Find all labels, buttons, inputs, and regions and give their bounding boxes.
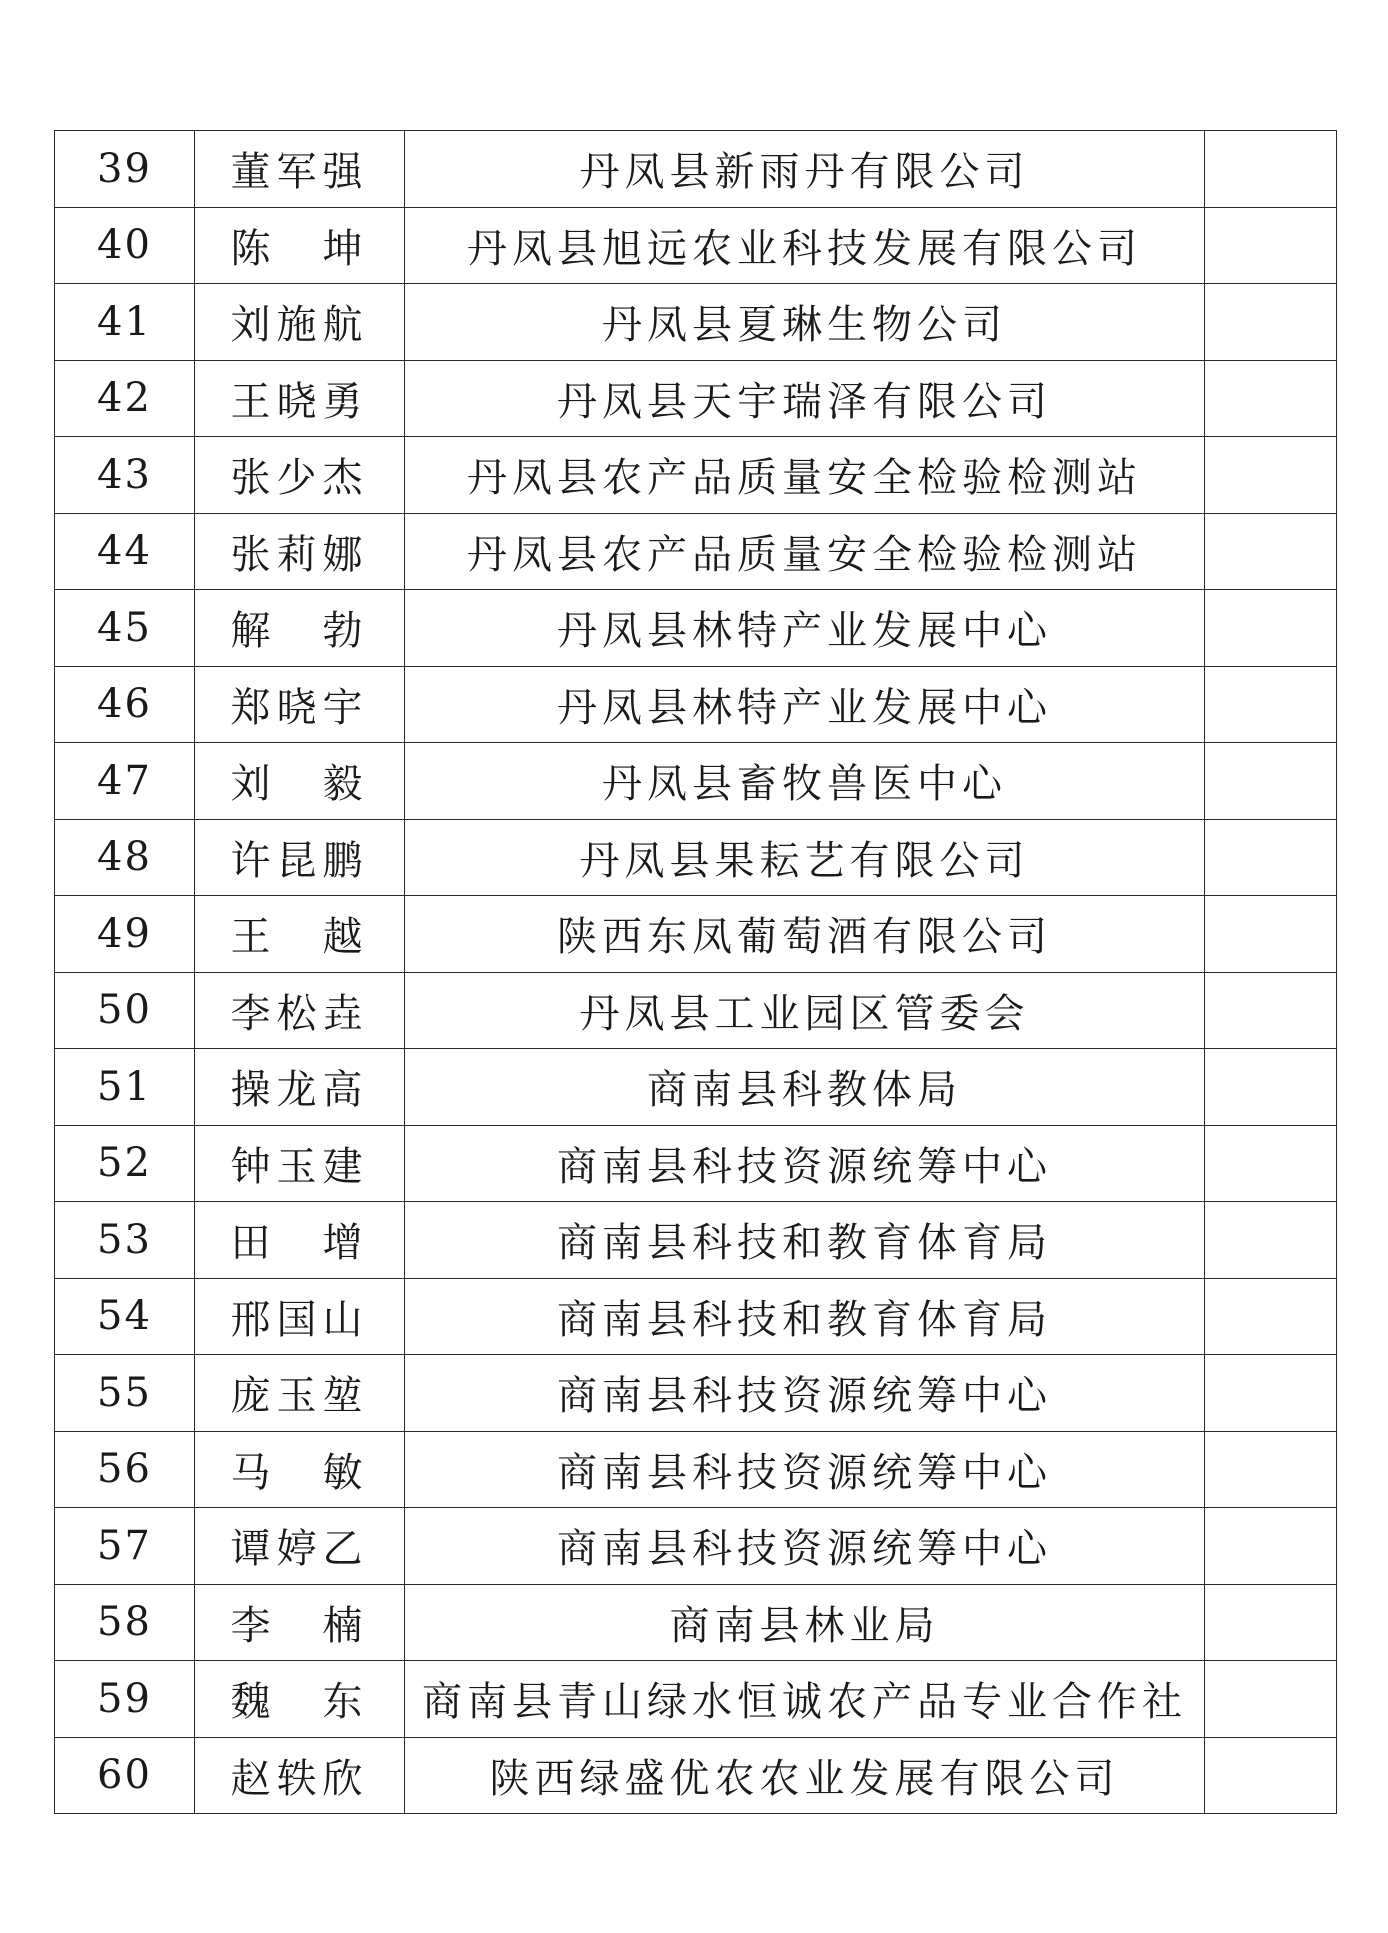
remarks-cell	[1205, 360, 1337, 437]
table-row	[55, 1049, 1337, 1126]
row-number-cell: 42	[55, 360, 195, 437]
table-row	[55, 131, 1337, 208]
remarks-cell	[1205, 1431, 1337, 1508]
person-name-cell: 刘 毅	[195, 743, 405, 820]
person-name-cell: 钟玉建	[195, 1125, 405, 1202]
organization-cell: 丹凤县农产品质量安全检验检测站	[405, 513, 1205, 590]
row-number-cell: 57	[55, 1508, 195, 1585]
organization-cell: 商南县科技资源统筹中心	[405, 1125, 1205, 1202]
row-number-cell: 39	[55, 131, 195, 208]
person-name-cell: 许昆鹏	[195, 819, 405, 896]
person-name-cell: 董军强	[195, 131, 405, 208]
row-number-cell: 47	[55, 743, 195, 820]
table-row	[55, 1202, 1337, 1279]
row-number-cell: 44	[55, 513, 195, 590]
person-name-cell: 解 勃	[195, 590, 405, 667]
organization-cell: 陕西绿盛优农农业发展有限公司	[405, 1737, 1205, 1814]
person-name-cell: 王晓勇	[195, 360, 405, 437]
row-number-cell: 46	[55, 666, 195, 743]
person-name-cell: 魏 东	[195, 1661, 405, 1738]
table-row	[55, 972, 1337, 1049]
table-row	[55, 590, 1337, 667]
remarks-cell	[1205, 1278, 1337, 1355]
remarks-cell	[1205, 1125, 1337, 1202]
person-name-cell: 李松垚	[195, 972, 405, 1049]
person-name-cell: 李 楠	[195, 1584, 405, 1661]
table-row	[55, 1355, 1337, 1432]
person-name-cell: 张少杰	[195, 437, 405, 514]
person-name-cell: 庞玉堃	[195, 1355, 405, 1432]
remarks-cell	[1205, 284, 1337, 361]
organization-cell: 丹凤县旭远农业科技发展有限公司	[405, 207, 1205, 284]
person-name-cell: 邢国山	[195, 1278, 405, 1355]
organization-cell: 丹凤县夏琳生物公司	[405, 284, 1205, 361]
table-row	[55, 513, 1337, 590]
roster-table	[54, 130, 1337, 1814]
person-name-cell: 田 增	[195, 1202, 405, 1279]
organization-cell: 丹凤县工业园区管委会	[405, 972, 1205, 1049]
remarks-cell	[1205, 1202, 1337, 1279]
remarks-cell	[1205, 1584, 1337, 1661]
organization-cell: 陕西东凤葡萄酒有限公司	[405, 896, 1205, 973]
table-row	[55, 284, 1337, 361]
table-row	[55, 743, 1337, 820]
row-number-cell: 59	[55, 1661, 195, 1738]
table-row	[55, 819, 1337, 896]
organization-cell: 商南县科技资源统筹中心	[405, 1508, 1205, 1585]
organization-cell: 丹凤县林特产业发展中心	[405, 666, 1205, 743]
remarks-cell	[1205, 131, 1337, 208]
remarks-cell	[1205, 1049, 1337, 1126]
person-name-cell: 张莉娜	[195, 513, 405, 590]
table-row	[55, 360, 1337, 437]
remarks-cell	[1205, 1508, 1337, 1585]
row-number-cell: 58	[55, 1584, 195, 1661]
remarks-cell	[1205, 207, 1337, 284]
organization-cell: 商南县科技资源统筹中心	[405, 1355, 1205, 1432]
row-number-cell: 43	[55, 437, 195, 514]
organization-cell: 商南县科技和教育体育局	[405, 1202, 1205, 1279]
row-number-cell: 45	[55, 590, 195, 667]
organization-cell: 商南县科技和教育体育局	[405, 1278, 1205, 1355]
remarks-cell	[1205, 513, 1337, 590]
remarks-cell	[1205, 1737, 1337, 1814]
organization-cell: 丹凤县天宇瑞泽有限公司	[405, 360, 1205, 437]
table-row	[55, 666, 1337, 743]
table-row	[55, 1278, 1337, 1355]
organization-cell: 丹凤县林特产业发展中心	[405, 590, 1205, 667]
person-name-cell: 马 敏	[195, 1431, 405, 1508]
table-row	[55, 437, 1337, 514]
table-row	[55, 1584, 1337, 1661]
row-number-cell: 56	[55, 1431, 195, 1508]
organization-cell: 丹凤县新雨丹有限公司	[405, 131, 1205, 208]
remarks-cell	[1205, 666, 1337, 743]
remarks-cell	[1205, 743, 1337, 820]
organization-cell: 商南县科教体局	[405, 1049, 1205, 1126]
table-row	[55, 207, 1337, 284]
person-name-cell: 陈 坤	[195, 207, 405, 284]
organization-cell: 丹凤县农产品质量安全检验检测站	[405, 437, 1205, 514]
remarks-cell	[1205, 896, 1337, 973]
table-row	[55, 1431, 1337, 1508]
row-number-cell: 51	[55, 1049, 195, 1126]
person-name-cell: 操龙高	[195, 1049, 405, 1126]
row-number-cell: 53	[55, 1202, 195, 1279]
row-number-cell: 60	[55, 1737, 195, 1814]
organization-cell: 商南县林业局	[405, 1584, 1205, 1661]
row-number-cell: 54	[55, 1278, 195, 1355]
remarks-cell	[1205, 590, 1337, 667]
organization-cell: 商南县科技资源统筹中心	[405, 1431, 1205, 1508]
table-row	[55, 1508, 1337, 1585]
row-number-cell: 55	[55, 1355, 195, 1432]
person-name-cell: 王 越	[195, 896, 405, 973]
person-name-cell: 谭婷乙	[195, 1508, 405, 1585]
roster-table-body	[55, 131, 1337, 1814]
table-row	[55, 1125, 1337, 1202]
remarks-cell	[1205, 819, 1337, 896]
remarks-cell	[1205, 972, 1337, 1049]
remarks-cell	[1205, 437, 1337, 514]
row-number-cell: 50	[55, 972, 195, 1049]
row-number-cell: 41	[55, 284, 195, 361]
table-row	[55, 896, 1337, 973]
row-number-cell: 40	[55, 207, 195, 284]
remarks-cell	[1205, 1355, 1337, 1432]
row-number-cell: 52	[55, 1125, 195, 1202]
row-number-cell: 49	[55, 896, 195, 973]
organization-cell: 商南县青山绿水恒诚农产品专业合作社	[405, 1661, 1205, 1738]
table-row	[55, 1661, 1337, 1738]
person-name-cell: 郑晓宇	[195, 666, 405, 743]
remarks-cell	[1205, 1661, 1337, 1738]
row-number-cell: 48	[55, 819, 195, 896]
person-name-cell: 赵轶欣	[195, 1737, 405, 1814]
organization-cell: 丹凤县果耘艺有限公司	[405, 819, 1205, 896]
table-row	[55, 1737, 1337, 1814]
person-name-cell: 刘施航	[195, 284, 405, 361]
organization-cell: 丹凤县畜牧兽医中心	[405, 743, 1205, 820]
